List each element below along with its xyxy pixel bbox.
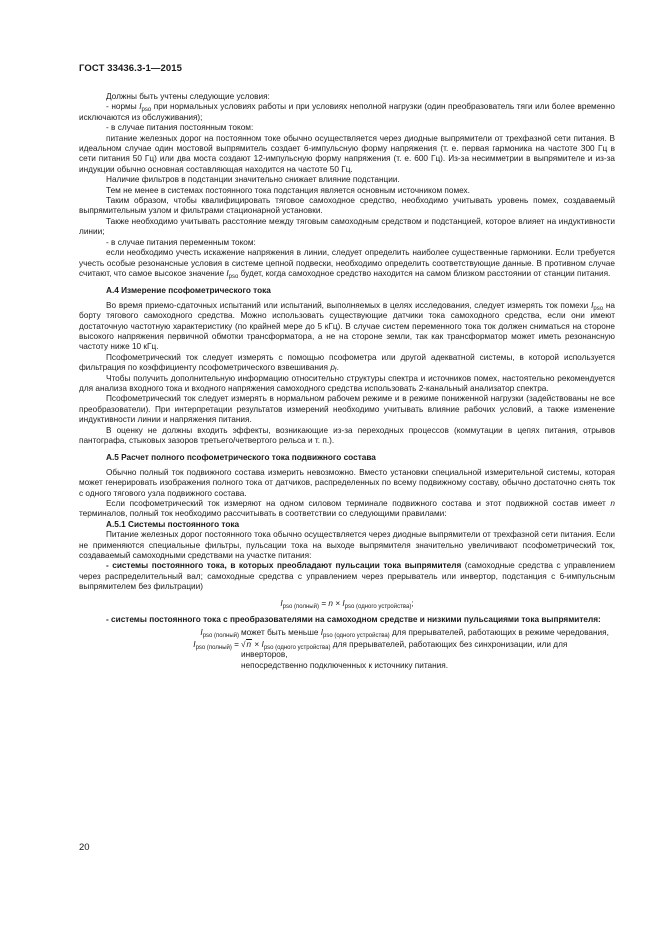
paragraph: Если псофометрический ток измеряют на одном силовом терминале подвижного состава и этот подвижной состав имеет n терминалов, полный ток необходимо рассчитывать в соответствии со следующими правилами:	[79, 499, 615, 519]
document-header: ГОСТ 33436.3-1—2015	[79, 63, 183, 74]
formula-total-current: $I_{pso (полный)} = n \times I_{pso (одного устройства)}$;	[280, 598, 414, 610]
paragraph: питание железных дорог на постоянном токе обычно осуществляется через диодные выпрямители от трехфазной сети питания. В идеальном случае один мостовой выпрямитель создает 6-импульсную форму напряжения (т. е. первая гармоника на частоте 300 Гц в сети питания 50 Гц) или два моста создают 12-импульсную форму напряжения (т. е. 600 Гц). Из-за несимметрии в выпрямителе и из-за индукции обычно основная составляющая находится на частоте 50 Гц.	[79, 133, 615, 174]
paragraph: Обычно полный ток подвижного состава измерить невозможно. Вместо установки специальной измерительной системы, которая может генерировать изображения полного тока от датчиков, распределенных по всему подвижному составу, обычно достаточно снять ток с одного тягового узла подвижного состава.	[79, 467, 615, 498]
paragraph: - системы постоянного тока с преобразователями на самоходном средстве и низкими пульсациями тока выпрямителя:	[106, 615, 601, 625]
square-root-sign: √n	[241, 639, 252, 649]
rule-row-interleaved: $I_{pso (полный)}$ может быть меньше $I_{pso (одного устройства)}$ для прерывателей, работающих в режиме чередования,	[200, 627, 609, 639]
subsection-heading-a51: А.5.1 Системы постоянного тока	[106, 519, 240, 529]
paragraph: Таким образом, чтобы квалифицировать тяговое самоходное средство, необходимо учитывать уровень помех, создаваемый выпрямительным узлом и фильтрами стационарной установки.	[79, 196, 615, 216]
section-heading-a5: А.5 Расчет полного псофометрического тока подвижного состава	[106, 453, 376, 463]
paragraph: - в случае питания переменным током:	[106, 237, 256, 247]
paragraph: Также необходимо учитывать расстояние между тяговым самоходным средством и подстанцией, которое влияет на индуктивности линии;	[79, 216, 615, 237]
paragraph: если необходимо учесть искажение напряжения в линии, следует определить наиболее существенные гармоники. Если требуется учесть особые резонансные условия в системе цепной подвески, необходимо определить соответствующие данные. В противном случае считают, что самое высокое значение $I_{pso}$ будет, когда самоходное средство находится на самом близком расстоянии от станции питания.	[79, 248, 615, 280]
paragraph: - системы постоянного тока, в которых преобладают пульсации тока выпрямителя (самоходные средства с управлением через распределительный вал; самоходные средства с управлением через прерыватель или инвертор, подстанция с 6-импульсным выпрямителем без фильтрации)	[79, 561, 615, 592]
paragraph: Во время приемо-сдаточных испытаний или испытаний, выполняемых в целях исследования, следует измерять ток помехи $I_{pso}$ на борту тягового самоходного средства. Можно использовать существующие датчики тока самоходного средства, если они имеют достаточную частотную характеристику (по крайней мере до 5 кГц). В случае систем переменного тока ток должен сниматься на стороне высокого напряжения первичной обмотки трансформатора, а не на стороне земли, так как трансформатор может иметь резонансную частоту ниже 10 кГц.	[79, 300, 615, 352]
paragraph: Чтобы получить дополнительную информацию относительно структуры спектра и источников помех, настоятельно рекомендуется для анализа входного тока и входного напряжения самоходного средства использовать 2-канальный анализатор спектра.	[79, 373, 615, 393]
paragraph: - в случае питания постоянным током:	[106, 123, 254, 133]
rule-row-unsynchronized: $I_{pso (полный)}$ = $√n \times I_{pso (одного устройства)}$ для прерывателей, работающих без синхронизации, или для инверторов, непосредственно подключенных к источнику питания.	[193, 639, 568, 670]
paragraph: Псофометрический ток следует измерять с помощью псофометра или другой адекватной системы, в которой используется фильтрация по коэффициенту псофометрического взвешивания $p_f$.	[79, 352, 615, 375]
paragraph: Тем не менее в системах постоянного тока подстанция является основным источником помех.	[106, 185, 470, 195]
paragraph: - нормы $I_{pso}$ при нормальных условиях работы и при условиях неполной нагрузки (один преобразователь тяги или более временно исключаются из обслуживания);	[79, 102, 615, 122]
paragraph: В оценку не должны входить эффекты, возникающие из-за переходных процессов (коммутации в цепях питания, отрывов пантографа, стыковых зазоров третьего/четвертого рельса и т. п.).	[79, 425, 615, 445]
paragraph: Наличие фильтров в подстанции значительно снижает влияние подстанции.	[106, 175, 400, 185]
document-body	[79, 92, 615, 671]
paragraph: Должны быть учтены следующие условия:	[106, 92, 270, 101]
section-heading-a4: А.4 Измерение псофометрического тока	[106, 286, 271, 296]
page-number: 20	[79, 842, 90, 853]
paragraph: Псофометрический ток следует измерять в нормальном рабочем режиме и в режиме пониженной нагрузки (задействованы не все преобразователи). При интерпретации результатов измерений необходимо учитывать влияние рабочих условий, а также изменение индуктивности линии и напряжения питания.	[79, 394, 615, 425]
paragraph: Питание железных дорог постоянного тока обычно осуществляется через диодные выпрямители от трехфазной сети питания. Если не применяются специальные фильтры, пульсации тока на выходе выпрямителя значительно увеличивают псофометрический ток, создаваемый самоходными средствами на участке питания:	[79, 530, 615, 561]
